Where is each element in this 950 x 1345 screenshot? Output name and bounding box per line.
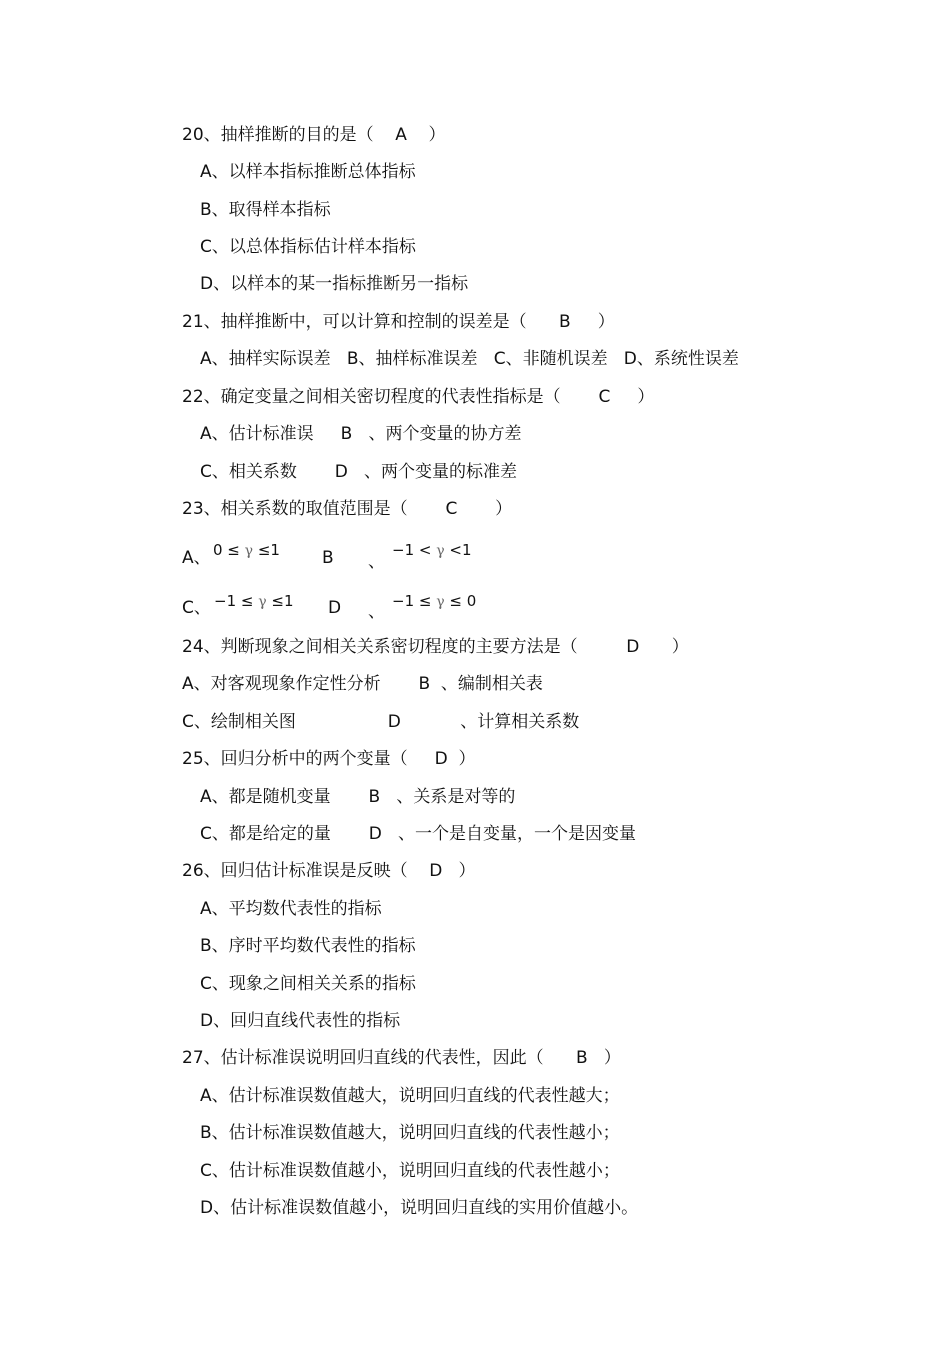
options-22cd: C、相关系数 D 、两个变量的标准差 [200, 462, 517, 482]
option-26b: B、序时平均数代表性的指标 [200, 936, 416, 956]
option-23d-label: D [328, 598, 342, 618]
option-23b-separator: 、 [368, 552, 385, 572]
option-27b: B、估计标准误数值越大，说明回归直线的代表性越小； [200, 1123, 620, 1143]
formula-left: −1 ≤ [214, 592, 254, 610]
question-27: 27、估计标准误说明回归直线的代表性，因此（ B ） [182, 1048, 621, 1068]
options-25cd: C、都是给定的量 D 、一个是自变量，一个是因变量 [200, 824, 636, 844]
question-24: 24、判断现象之间相关关系密切程度的主要方法是（ D ） [182, 637, 689, 657]
option-23d-separator: 、 [368, 602, 385, 622]
question-22: 22、确定变量之间相关密切程度的代表性指标是（ C ） [182, 387, 655, 407]
formula-right: ≤ 0 [449, 592, 477, 610]
option-26d: D、回归直线代表性的指标 [200, 1011, 401, 1031]
option-23b-formula [392, 541, 472, 560]
option-23b-label: B [322, 548, 334, 568]
option-23c-label: C、 [182, 598, 211, 618]
option-23c-formula [214, 592, 294, 611]
option-20a: A、以样本指标推断总体指标 [200, 162, 416, 182]
formula-left: −1 ≤ [392, 592, 432, 610]
option-23a-formula [213, 541, 280, 560]
option-26c: C、现象之间相关关系的指标 [200, 974, 416, 994]
option-23d-formula [392, 592, 476, 611]
formula-right: <1 [449, 541, 472, 559]
option-27d: D、估计标准误数值越小，说明回归直线的实用价值越小。 [200, 1198, 639, 1218]
gamma-symbol: γ [244, 543, 254, 559]
option-27c: C、估计标准误数值越小，说明回归直线的代表性越小； [200, 1161, 620, 1181]
formula-right: ≤1 [257, 541, 280, 559]
option-23a-label: A、 [182, 548, 211, 568]
gamma-symbol: γ [258, 594, 267, 610]
question-21: 21、抽样推断中，可以计算和控制的误差是（ B ） [182, 312, 615, 332]
options-22ab: A、估计标准误 B 、两个变量的协方差 [200, 424, 522, 444]
option-27a: A、估计标准误数值越大，说明回归直线的代表性越大； [200, 1086, 620, 1106]
option-20c: C、以总体指标估计样本指标 [200, 237, 416, 257]
question-25: 25、回归分析中的两个变量（ D ） [182, 749, 476, 769]
option-20d: D、以样本的某一指标推断另一指标 [200, 274, 469, 294]
options-25ab: A、都是随机变量 B 、关系是对等的 [200, 787, 516, 807]
formula-left: −1 < [392, 541, 432, 559]
gamma-symbol: γ [436, 594, 445, 610]
question-20: 20、抽样推断的目的是（ A ） [182, 125, 446, 145]
options-24cd: C、绘制相关图 D 、计算相关系数 [182, 712, 580, 732]
formula-left: 0 ≤ [213, 541, 240, 559]
option-20b: B、取得样本指标 [200, 200, 331, 220]
question-23: 23、相关系数的取值范围是（ C ） [182, 499, 513, 519]
gamma-symbol: γ [436, 543, 445, 559]
question-26: 26、回归估计标准误是反映（ D ） [182, 861, 476, 881]
options-21: A、抽样实际误差 B、抽样标准误差 C、非随机误差 D、系统性误差 [200, 349, 739, 369]
formula-right: ≤1 [271, 592, 294, 610]
options-24ab: A、对客观现象作定性分析 B 、编制相关表 [182, 674, 543, 694]
option-26a: A、平均数代表性的指标 [200, 899, 382, 919]
